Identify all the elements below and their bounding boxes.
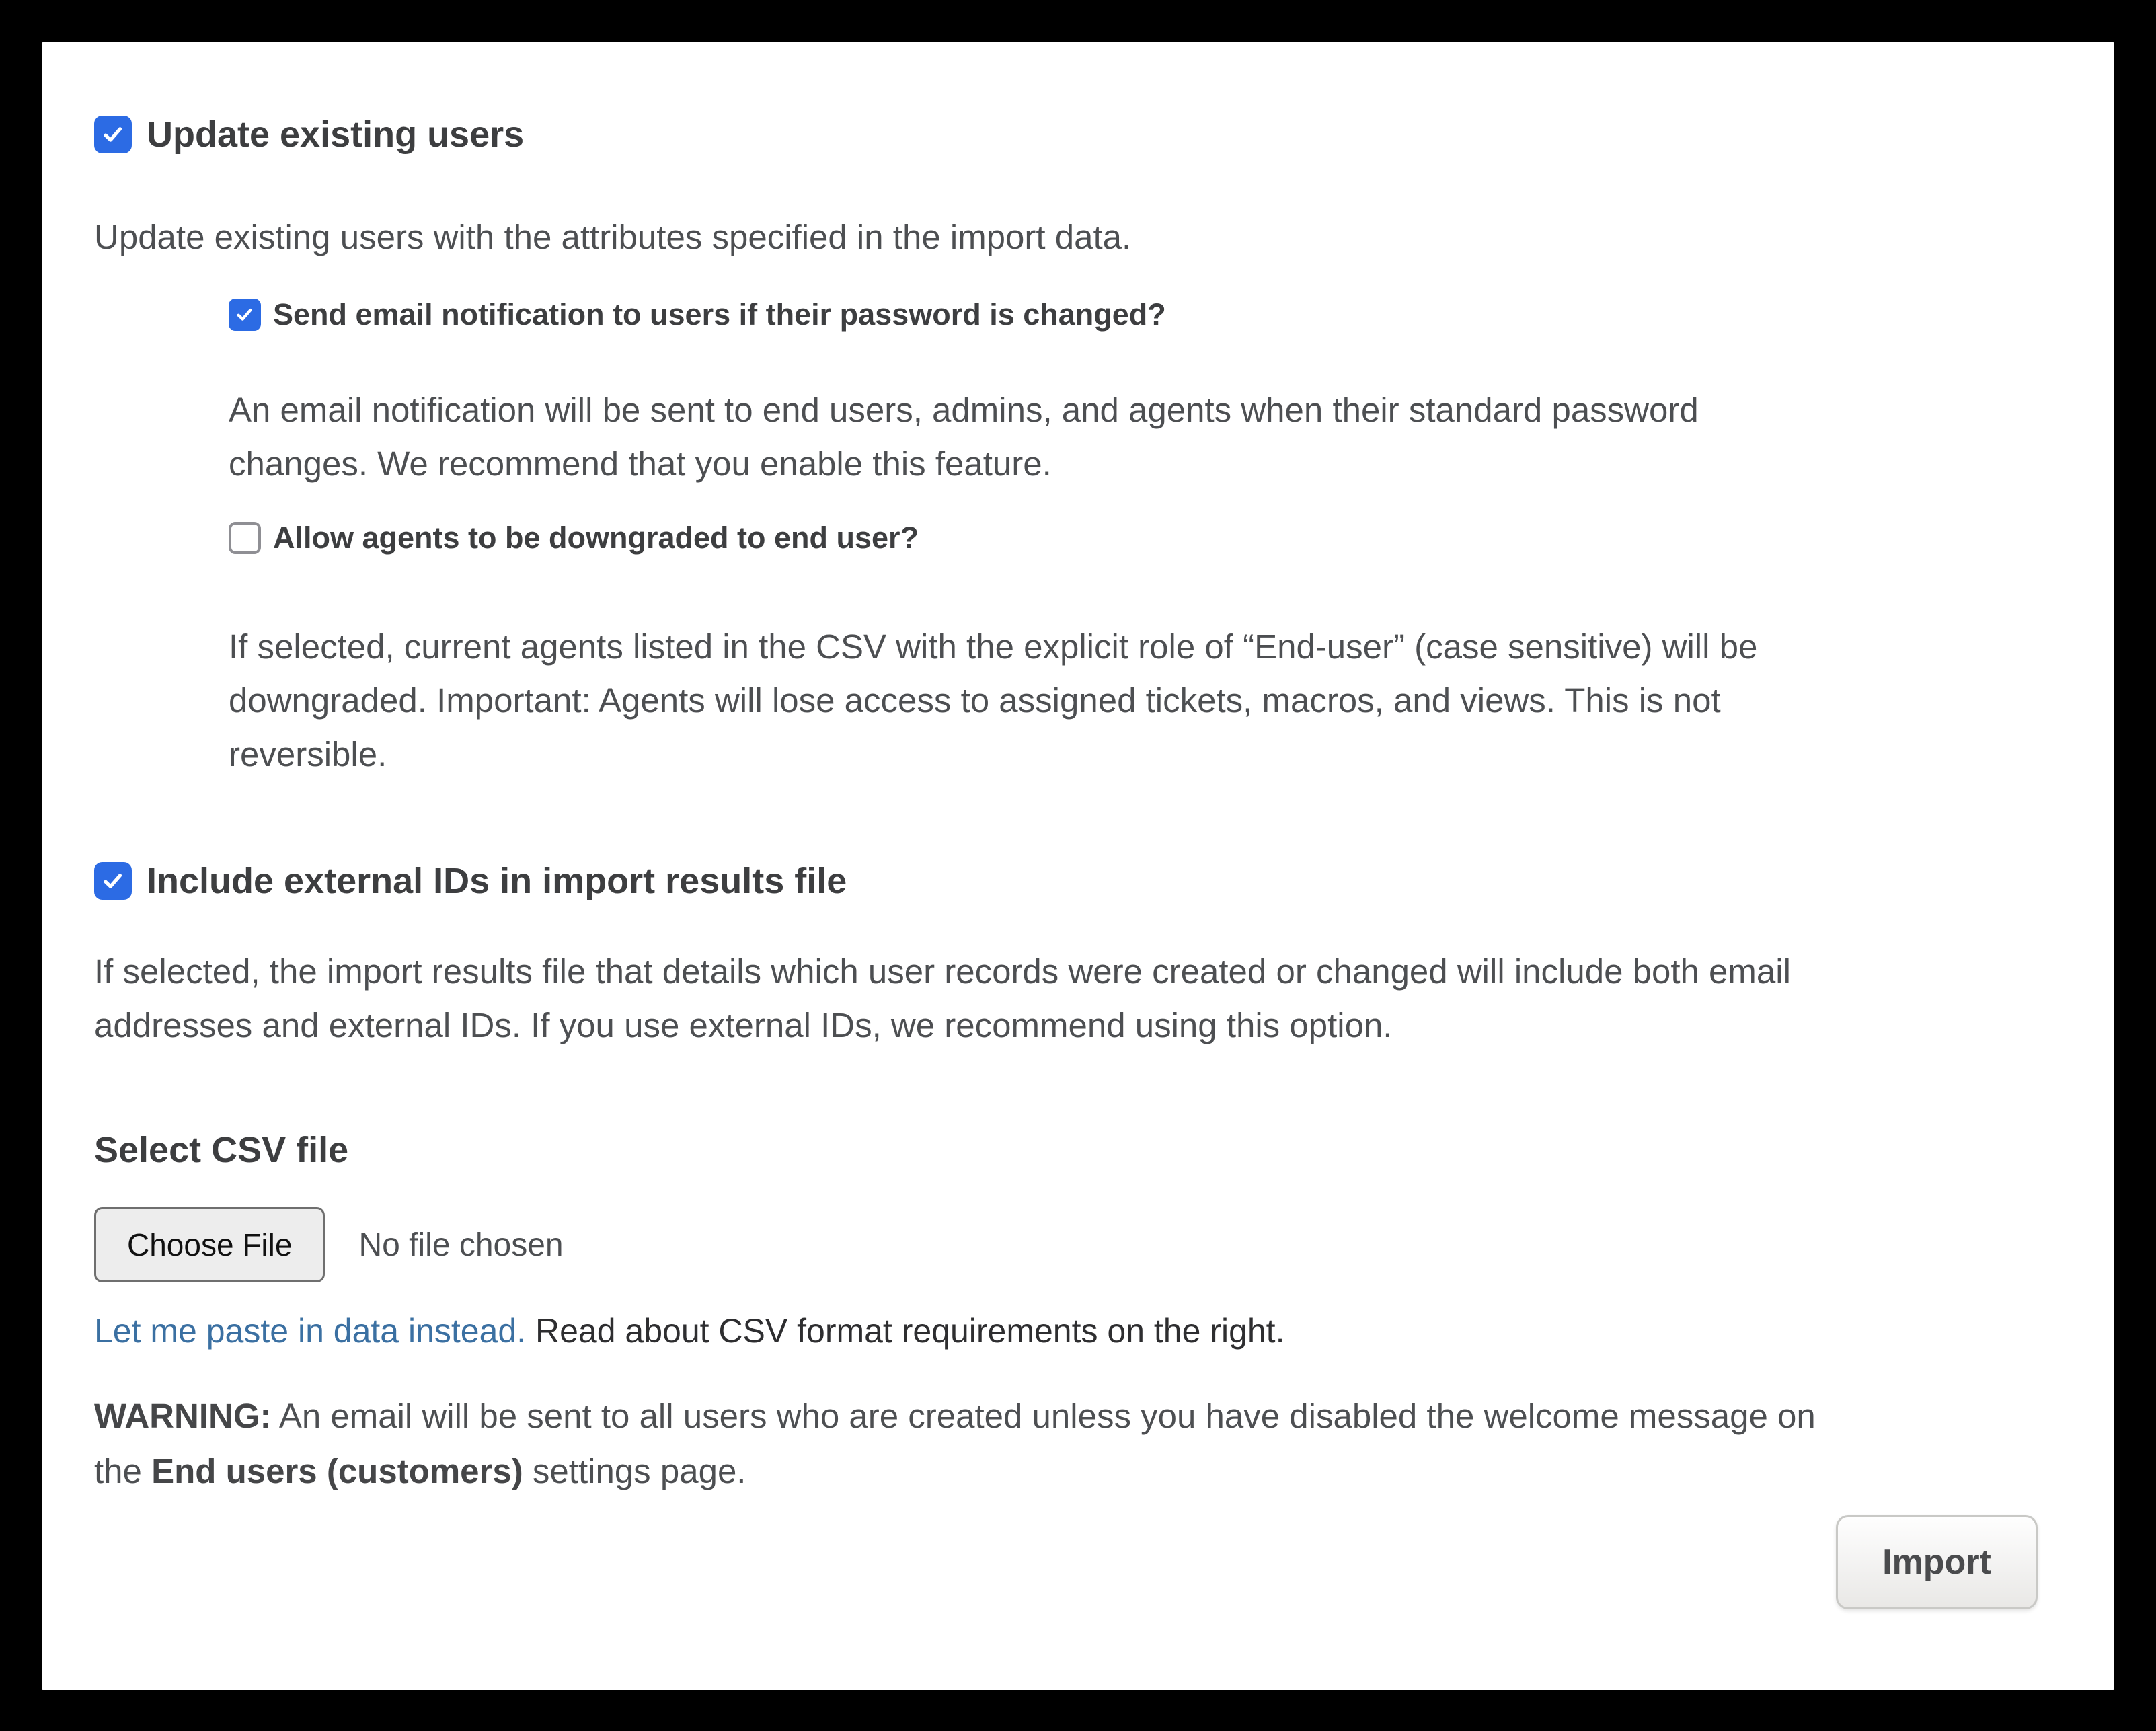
send-email-label[interactable]: Send email notification to users if their password is changed? (273, 297, 1166, 332)
import-button[interactable]: Import (1836, 1515, 2038, 1609)
send-email-row (229, 296, 2061, 334)
include-external-ids-label[interactable]: Include external IDs in import results file (147, 861, 847, 901)
welcome-email-warning: WARNING: An email will be sent to all users who are created unless you have disabled the welcome message on the End users (customers) settings page. (94, 1397, 1816, 1490)
select-csv-heading: Select CSV file (94, 1130, 349, 1170)
csv-file-input (94, 1207, 2061, 1282)
allow-downgrade-description: If selected, current agents listed in the CSV with the explicit role of “End-user” (case sensitive) will be downgraded. Important: Agents will lose access to assigned tickets, macros, and views. This is not reversible. (229, 627, 1758, 773)
send-email-checkbox[interactable] (229, 299, 261, 331)
import-settings-panel (42, 42, 2114, 1690)
paste-data-line (94, 1309, 2061, 1352)
update-existing-label[interactable]: Update existing users (147, 114, 525, 155)
choose-file-button[interactable]: Choose File (94, 1207, 325, 1282)
allow-downgrade-checkbox[interactable] (229, 522, 261, 554)
actions-row (94, 1515, 2061, 1609)
csv-format-note: Read about CSV format requirements on the right. (526, 1312, 1285, 1350)
include-external-ids-checkbox[interactable] (94, 862, 132, 900)
warning-prefix: WARNING: (94, 1397, 272, 1435)
update-existing-checkbox[interactable] (94, 116, 132, 153)
include-external-ids-description: If selected, the import results file that details which user records were created or changed will include both email addresses and external IDs. If you use external IDs, we recommend using this option. (94, 952, 1791, 1044)
file-status-text: No file chosen (358, 1227, 564, 1263)
paste-data-link[interactable]: Let me paste in data instead. (94, 1312, 527, 1350)
allow-downgrade-row (229, 519, 2061, 557)
include-external-ids-row (94, 859, 2061, 903)
end-users-settings-ref: End users (customers) (151, 1452, 523, 1490)
update-existing-row (94, 112, 2061, 157)
allow-downgrade-label[interactable]: Allow agents to be downgraded to end user? (273, 521, 919, 555)
checkmark-icon (234, 304, 255, 325)
update-existing-description: Update existing users with the attributes specified in the import data. (94, 218, 1132, 256)
send-email-description: An email notification will be sent to end users, admins, and agents when their standard password changes. We recommend that you enable this feature. (229, 391, 1699, 483)
checkmark-icon (100, 122, 125, 147)
checkmark-icon (100, 868, 125, 893)
